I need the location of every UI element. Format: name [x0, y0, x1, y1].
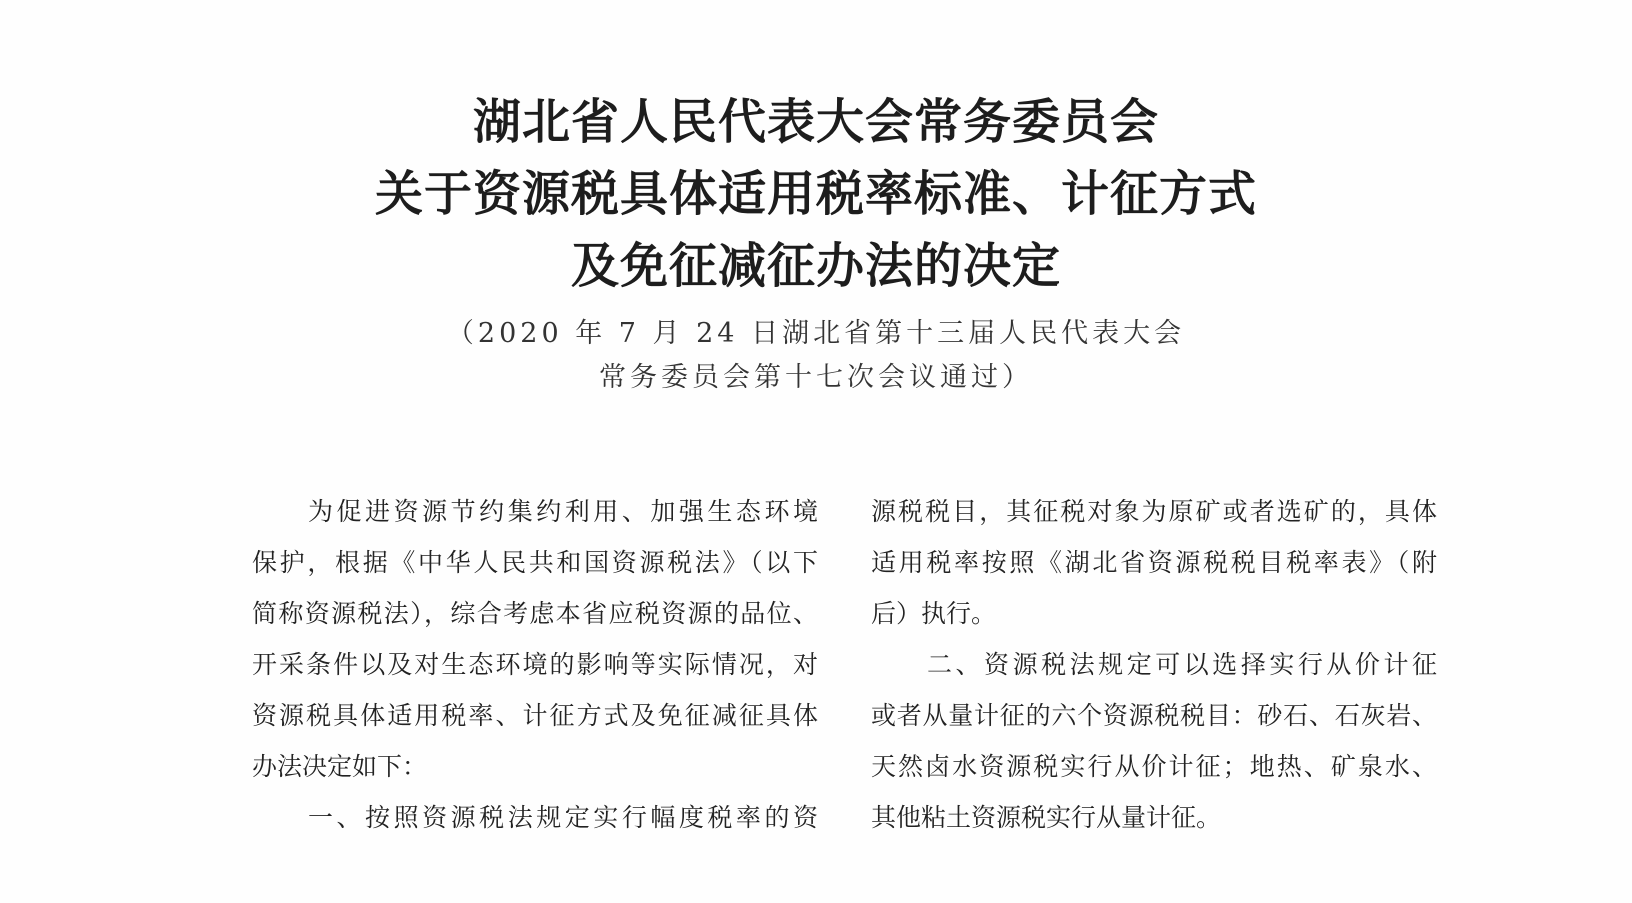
body-line: 后）执行。	[871, 599, 997, 628]
body-line: 二、资源税法规定可以选择实行从价计征	[927, 650, 1437, 679]
subtitle-line-1: （2020 年 7 月 24 日湖北省第十三届人民代表大会	[446, 318, 1186, 349]
body-line: 一、按照资源税法规定实行幅度税率的资	[308, 803, 818, 832]
title-line-1: 湖北省人民代表大会常务委员会	[472, 94, 1159, 150]
body-line: 办法决定如下：	[252, 752, 428, 781]
body-line: 适用税率按照《湖北省资源税税目税率表》（附	[871, 548, 1437, 577]
body-line: 简称资源税法），综合考虑本省应税资源的品位、	[252, 599, 818, 628]
body-line: 其他粘土资源税实行从量计征。	[871, 803, 1222, 832]
title-line-2: 关于资源税具体适用税率标准、计征方式	[374, 166, 1257, 222]
subtitle-line-2: 常务委员会第十七次会议通过）	[599, 362, 1033, 393]
body-line: 资源税具体适用税率、计征方式及免征减征具体	[252, 701, 818, 730]
body-line: 为促进资源节约集约利用、加强生态环境	[308, 497, 818, 526]
body-left-column	[252, 486, 818, 843]
body-right-column	[871, 486, 1437, 843]
body-line: 源税税目，其征税对象为原矿或者选矿的，具体	[871, 497, 1437, 526]
title-line-3: 及免征减征办法的决定	[570, 238, 1061, 294]
body-line: 保护，根据《中华人民共和国资源税法》（以下	[252, 548, 818, 577]
document-title	[0, 86, 1632, 302]
body-line: 或者从量计征的六个资源税税目：砂石、石灰岩、	[871, 701, 1437, 730]
body-line: 开采条件以及对生态环境的影响等实际情况，对	[252, 650, 818, 679]
document-subtitle	[0, 312, 1632, 400]
body-line: 天然卤水资源税实行从价计征；地热、矿泉水、	[871, 752, 1437, 781]
